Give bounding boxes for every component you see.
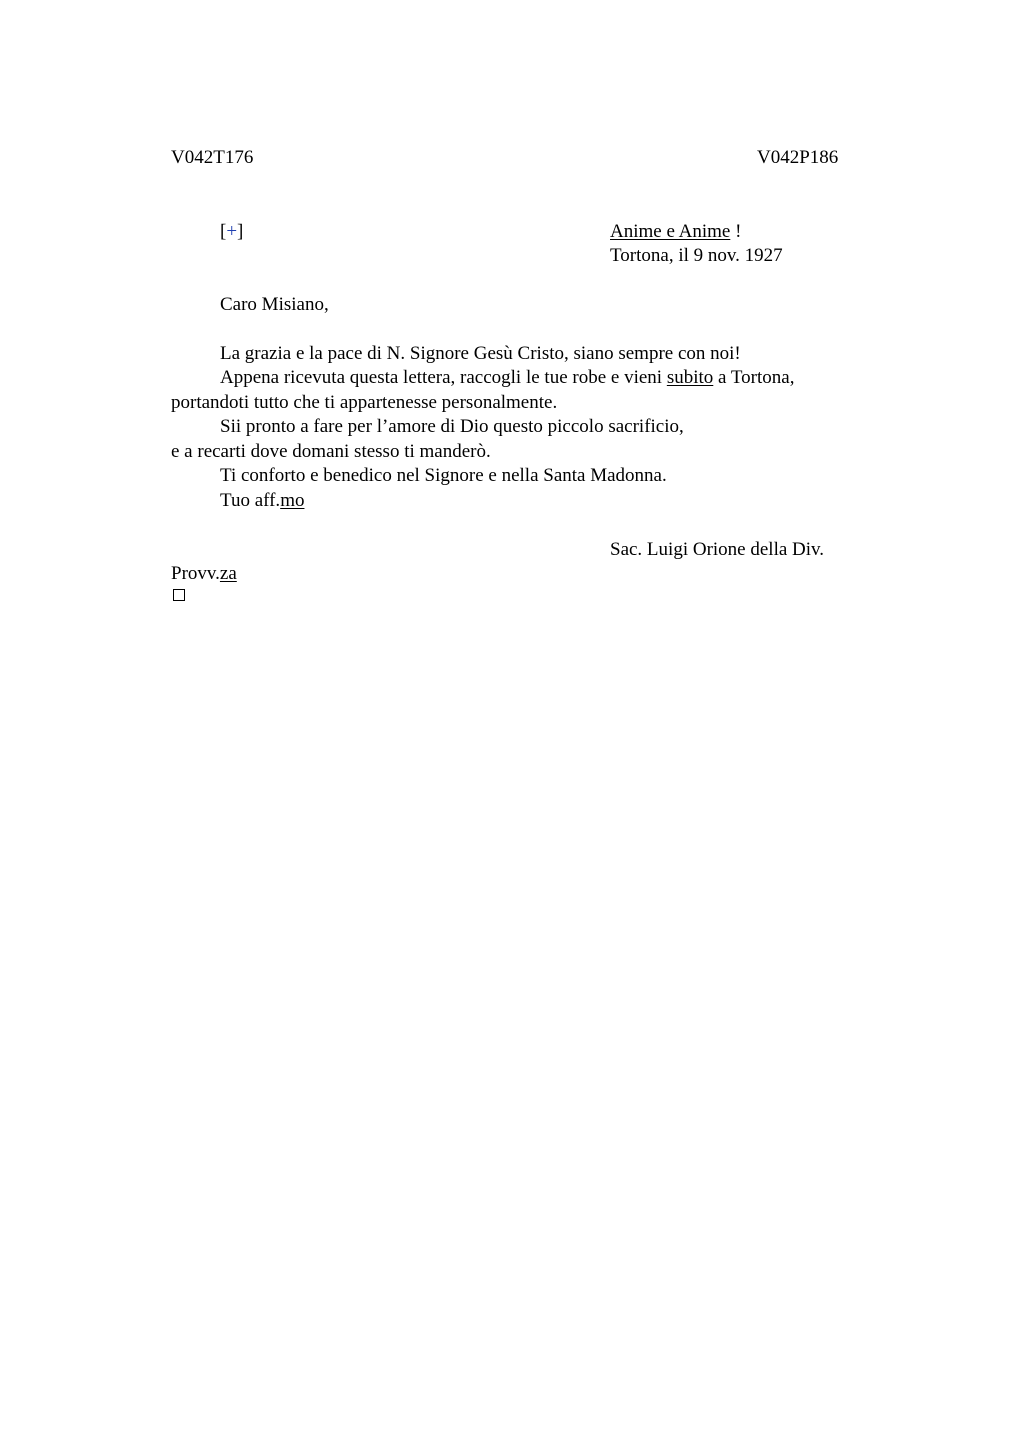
marker-open-bracket: [ — [220, 221, 227, 242]
body-line-4: Sii pronto a fare per l’amore di Dio questo piccolo sacrificio, — [220, 416, 684, 437]
document-code-right: V042P186 — [757, 147, 839, 168]
motto — [610, 220, 741, 244]
body-line-2 — [220, 366, 794, 390]
motto-suffix: ! — [730, 221, 742, 242]
signature-line-2-underlined: za — [219, 563, 237, 584]
signature-line-1: Sac. Luigi Orione della Div. — [610, 539, 825, 560]
body-line-6: Ti conforto e benedico nel Signore e nella Santa Madonna. — [220, 465, 667, 486]
body-line-1: La grazia e la pace di N. Signore Gesù Cristo, siano sempre con noi! — [220, 343, 741, 364]
closing — [220, 489, 304, 513]
cross-icon: + — [226, 221, 238, 242]
marker-close-bracket: ] — [237, 221, 244, 242]
body-line-2-underlined: subito — [666, 367, 714, 388]
signature-line-2 — [171, 562, 237, 586]
cross-marker — [220, 220, 243, 244]
body-line-5: e a recarti dove domani stesso ti manderò. — [171, 441, 491, 462]
closing-start: Tuo aff. — [220, 490, 281, 511]
motto-underlined: Anime e Anime — [610, 221, 731, 242]
closing-underlined: mo — [280, 490, 305, 511]
signature-line-2-start: Provv. — [171, 563, 220, 584]
body-line-2-start: Appena ricevuta questa lettera, raccogli le tue robe e vieni — [220, 367, 667, 388]
body-line-3: portandoti tutto che ti appartenesse personalmente. — [171, 392, 558, 413]
place-date: Tortona, il 9 nov. 1927 — [610, 245, 783, 266]
body-line-2-end: a Tortona, — [713, 367, 795, 388]
salutation: Caro Misiano, — [220, 294, 329, 315]
checkbox-icon — [173, 589, 185, 601]
document-code-left: V042T176 — [171, 147, 254, 168]
